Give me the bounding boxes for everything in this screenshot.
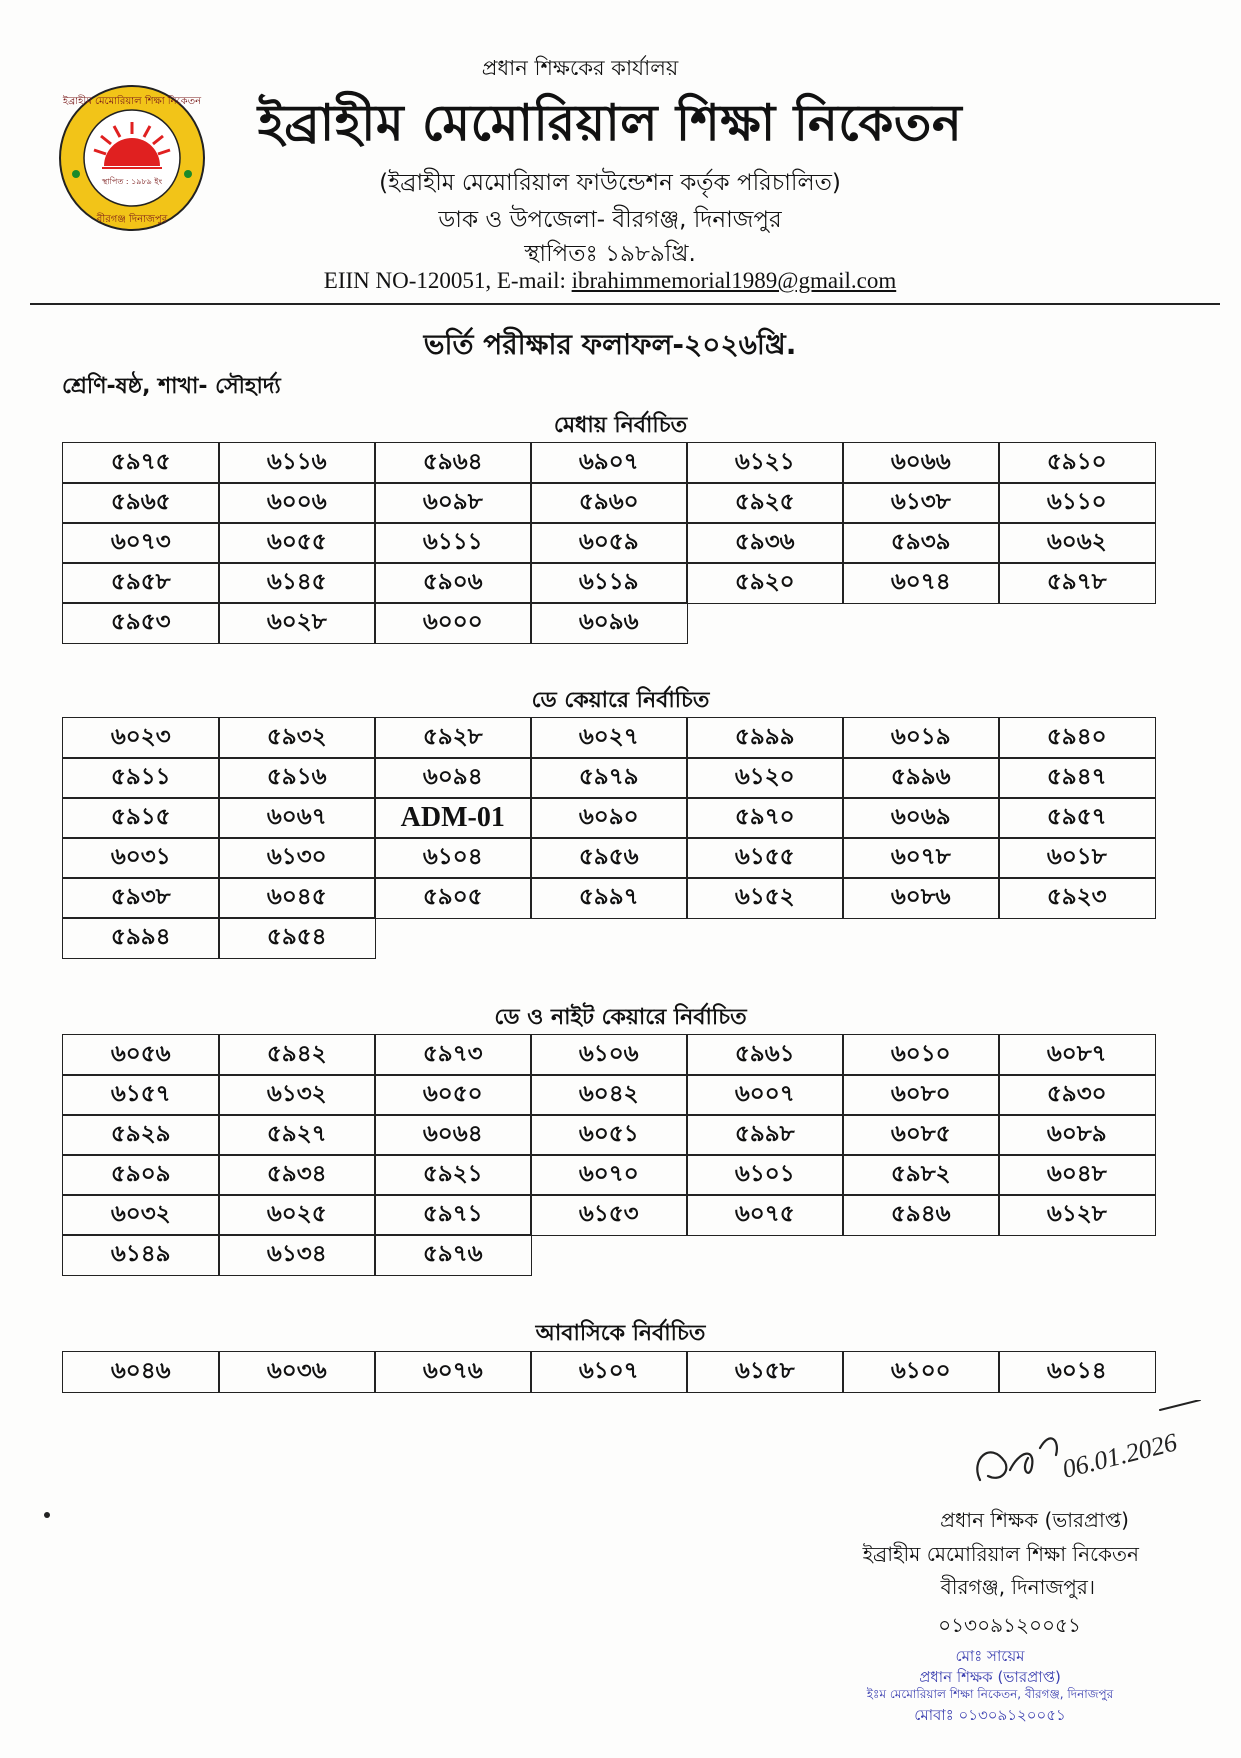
roll-number-cell: ৬০১৮ [998, 837, 1156, 879]
roll-number-cell: ৫৯৪৬ [842, 1194, 1000, 1236]
roll-number-cell: ৫৯১০ [998, 442, 1156, 484]
roll-number-cell: ৫৯৭৩ [374, 1034, 532, 1076]
roll-number-cell: ৬০১০ [842, 1034, 1000, 1076]
roll-number-cell: ৫৯২৭ [218, 1114, 376, 1156]
roll-number-cell: ৬০৭০ [530, 1154, 688, 1196]
stamp-title: প্রধান শিক্ষক (ভারপ্রাপ্ত) [919, 1668, 1061, 1686]
roll-number-cell: ৬০৯৮ [374, 482, 532, 524]
signatory-place: বীরগঞ্জ, দিনাজপুর। [940, 1575, 1095, 1599]
roll-number-cell: ৫৯৩৪ [218, 1154, 376, 1196]
merit-table [62, 442, 1154, 642]
roll-number-cell: ৬০৭৪ [842, 562, 1000, 604]
established-line: স্থাপিতঃ ১৯৮৯খ্রি. [524, 241, 696, 267]
roll-number-cell: ৬১১৯ [530, 562, 688, 604]
roll-number-cell: ৬০৫০ [374, 1074, 532, 1116]
roll-number-cell: ৫৯৩৬ [686, 522, 844, 564]
roll-number-cell: ৬১২১ [686, 442, 844, 484]
roll-number-cell: ৫৯৯৯ [686, 717, 844, 759]
roll-number-cell: ৫৯২০ [686, 562, 844, 604]
office-line: প্রধান শিক্ষকের কার্যালয় [481, 56, 679, 80]
roll-number-cell: ৬০০৭ [686, 1074, 844, 1116]
roll-number-cell: ৬১০৬ [530, 1034, 688, 1076]
roll-number-cell: ৫৯২৯ [62, 1114, 220, 1156]
signature-date: 06.01.2026 [1059, 1427, 1180, 1484]
roll-number-cell: ৫৯৩৮ [62, 877, 220, 919]
roll-number-cell: ৬০৭৮ [842, 837, 1000, 879]
result-title: ভর্তি পরীক্ষার ফলাফল-২০২৬খ্রি. [423, 328, 797, 361]
school-name: ইব্রাহীম মেমোরিয়াল শিক্ষা নিকেতন [257, 94, 963, 152]
roll-number-cell: ৬০৮০ [842, 1074, 1000, 1116]
roll-number-cell: ৬০৯৬ [530, 602, 688, 644]
roll-number-cell: ৫৯৮২ [842, 1154, 1000, 1196]
roll-number-cell: ৫৯৪০ [998, 717, 1156, 759]
roll-number-cell: ৫৯৭৮ [998, 562, 1156, 604]
roll-number-cell: ৫৯৭১ [374, 1194, 532, 1236]
residential-table [62, 1351, 1154, 1391]
header-divider [30, 303, 1220, 305]
roll-number-cell: ৬০৮৭ [998, 1034, 1156, 1076]
roll-number-cell: ৬০৫৬ [62, 1034, 220, 1076]
roll-number-cell: ৫৯৯৪ [62, 917, 220, 959]
roll-number-cell: ৬০৩১ [62, 837, 220, 879]
roll-number-cell: ৬০৮৬ [842, 877, 1000, 919]
roll-number-cell: ৬০০০ [374, 602, 532, 644]
roll-number-cell: ৬১৩৪ [218, 1234, 376, 1276]
roll-number-cell: ৬০৫৯ [530, 522, 688, 564]
roll-number-cell: ৫৯১৬ [218, 757, 376, 799]
address-line: ডাক ও উপজেলা- বীরগঞ্জ, দিনাজপুর [438, 207, 782, 233]
day-night-care-table [62, 1034, 1154, 1274]
roll-number-cell: ৬০৬৭ [218, 797, 376, 839]
stamp-school: ইঃম মেমোরিয়াল শিক্ষা নিকেতন, বীরগঞ্জ, দিনাজপুর [866, 1687, 1114, 1701]
roll-number-cell: ৬০৭৩ [62, 522, 220, 564]
merit-section-title: মেধায় নির্বাচিত [553, 413, 688, 438]
roll-number-cell: ৬০৯০ [530, 797, 688, 839]
roll-number-cell: ৬১৪৫ [218, 562, 376, 604]
roll-number-cell: ৫৯৭৫ [62, 442, 220, 484]
handwritten-signature [860, 1400, 1240, 1490]
roll-number-cell: ADM-01 [374, 797, 532, 839]
roll-number-cell: ৬১৫২ [686, 877, 844, 919]
roll-number-cell: ৬০৬৯ [842, 797, 1000, 839]
roll-number-cell: ৬০৯৪ [374, 757, 532, 799]
roll-number-cell: ৬০২৮ [218, 602, 376, 644]
roll-number-cell: ৬১৫৭ [62, 1074, 220, 1116]
roll-number-cell: ৫৯১১ [62, 757, 220, 799]
day-care-section-title: ডে কেয়ারে নির্বাচিত [531, 688, 710, 713]
roll-number-cell: ৬১৩০ [218, 837, 376, 879]
roll-number-cell: ৫৯৩৯ [842, 522, 1000, 564]
email-link[interactable]: ibrahimmemorial1989@gmail.com [571, 268, 897, 293]
roll-number-cell: ৫৯৯৮ [686, 1114, 844, 1156]
stamp-phone: মোবাঃ ০১৩০৯১২০০৫১ [914, 1706, 1066, 1724]
roll-number-cell: ৬১০৭ [530, 1351, 688, 1393]
roll-number-cell: ৬০৩৬ [218, 1351, 376, 1393]
roll-number-cell: ৬০৫৫ [218, 522, 376, 564]
roll-number-cell: ৫৯০৫ [374, 877, 532, 919]
logo-bottom-text: বীরগঞ্জ দিনাজপুর [96, 214, 168, 225]
roll-number-cell: ৬১৫৩ [530, 1194, 688, 1236]
roll-number-cell: ৫৯৫৮ [62, 562, 220, 604]
roll-number-cell: ৫৯২১ [374, 1154, 532, 1196]
signatory-school: ইব্রাহীম মেমোরিয়াল শিক্ষা নিকেতন [862, 1542, 1139, 1566]
foundation-line: (ইব্রাহীম মেমোরিয়াল ফাউন্ডেশন কর্তৃক পরিচালিত) [379, 170, 841, 196]
roll-number-cell: ৫৯২৫ [686, 482, 844, 524]
roll-number-cell: ৫৯৯৬ [842, 757, 1000, 799]
roll-number-cell: ৫৯৫৪ [218, 917, 376, 959]
roll-number-cell: ৫৯৭৬ [374, 1234, 532, 1276]
roll-number-cell: ৫৯০৬ [374, 562, 532, 604]
day-night-care-section-title: ডে ও নাইট কেয়ারে নির্বাচিত [494, 1005, 747, 1030]
roll-number-cell: ৫৯৫৬ [530, 837, 688, 879]
roll-number-cell: ৬০৭৬ [374, 1351, 532, 1393]
roll-number-cell: ৫৯৬৪ [374, 442, 532, 484]
roll-number-cell: ৬০০৬ [218, 482, 376, 524]
signatory-title: প্রধান শিক্ষক (ভারপ্রাপ্ত) [940, 1508, 1129, 1532]
stray-mark [44, 1512, 50, 1518]
day-care-table [62, 717, 1154, 957]
roll-number-cell: ৫৯৩২ [218, 717, 376, 759]
stamp-name: মোঃ সায়েম [955, 1647, 1025, 1665]
roll-number-cell: ৫৯৬৫ [62, 482, 220, 524]
residential-section-title: আবাসিকে নির্বাচিত [535, 1321, 706, 1346]
roll-number-cell: ৬৯০৭ [530, 442, 688, 484]
logo-estd: স্থাপিত : ১৯৮৯ ইং [101, 177, 163, 186]
roll-number-cell: ৬০৬৪ [374, 1114, 532, 1156]
roll-number-cell: ৬১১১ [374, 522, 532, 564]
eiin-text: EIIN NO-120051, E-mail: [323, 268, 572, 293]
roll-number-cell: ৬০৪৬ [62, 1351, 220, 1393]
roll-number-cell: ৫৯৪২ [218, 1034, 376, 1076]
roll-number-cell: ৬০৮৫ [842, 1114, 1000, 1156]
roll-number-cell: ৬০৪২ [530, 1074, 688, 1116]
roll-number-cell: ৬১২০ [686, 757, 844, 799]
roll-number-cell: ৫৯৫৩ [62, 602, 220, 644]
roll-number-cell: ৬১০৪ [374, 837, 532, 879]
roll-number-cell: ৬০২৩ [62, 717, 220, 759]
roll-number-cell: ৬১৫৮ [686, 1351, 844, 1393]
roll-number-cell: ৫৯৬১ [686, 1034, 844, 1076]
roll-number-cell: ৫৯৫৭ [998, 797, 1156, 839]
roll-number-cell: ৬১২৮ [998, 1194, 1156, 1236]
roll-number-cell: ৬০২৭ [530, 717, 688, 759]
roll-number-cell: ৫৯২৩ [998, 877, 1156, 919]
roll-number-cell: ৬১৪৯ [62, 1234, 220, 1276]
roll-number-cell: ৬০৩২ [62, 1194, 220, 1236]
roll-number-cell: ৬১৫৫ [686, 837, 844, 879]
roll-number-cell: ৬১৩৮ [842, 482, 1000, 524]
roll-number-cell: ৬১০১ [686, 1154, 844, 1196]
roll-number-cell: ৬০৪৫ [218, 877, 376, 919]
roll-number-cell: ৫৯২৮ [374, 717, 532, 759]
roll-number-cell: ৬০৮৯ [998, 1114, 1156, 1156]
roll-number-cell: ৬০৬৬ [842, 442, 1000, 484]
roll-number-cell: ৫৯৯৭ [530, 877, 688, 919]
class-section-line: শ্রেণি-ষষ্ঠ, শাখা- সৌহার্দ্য [62, 374, 281, 399]
roll-number-cell: ৬১১৬ [218, 442, 376, 484]
roll-number-cell: ৬০৫১ [530, 1114, 688, 1156]
contact-line [60, 268, 1160, 294]
roll-number-cell: ৬০৬২ [998, 522, 1156, 564]
logo-top-text: ইব্রাহীম মেমোরিয়াল শিক্ষা নিকেতন [62, 96, 202, 107]
roll-number-cell: ৬০৪৮ [998, 1154, 1156, 1196]
roll-number-cell: ৫৯০৯ [62, 1154, 220, 1196]
roll-number-cell: ৬১৩২ [218, 1074, 376, 1116]
roll-number-cell: ৬০১৯ [842, 717, 1000, 759]
roll-number-cell: ৬০২৫ [218, 1194, 376, 1236]
roll-number-cell: ৫৯৪৭ [998, 757, 1156, 799]
roll-number-cell: ৬০৭৫ [686, 1194, 844, 1236]
roll-number-cell: ৫৯১৫ [62, 797, 220, 839]
roll-number-cell: ৬১০০ [842, 1351, 1000, 1393]
roll-number-cell: ৬০১৪ [998, 1351, 1156, 1393]
roll-number-cell: ৬১১০ [998, 482, 1156, 524]
signatory-phone: ০১৩০৯১২০০৫১ [938, 1613, 1081, 1637]
roll-number-cell: ৫৯৩০ [998, 1074, 1156, 1116]
roll-number-cell: ৫৯৭০ [686, 797, 844, 839]
roll-number-cell: ৫৯৬০ [530, 482, 688, 524]
roll-number-cell: ৫৯৭৯ [530, 757, 688, 799]
